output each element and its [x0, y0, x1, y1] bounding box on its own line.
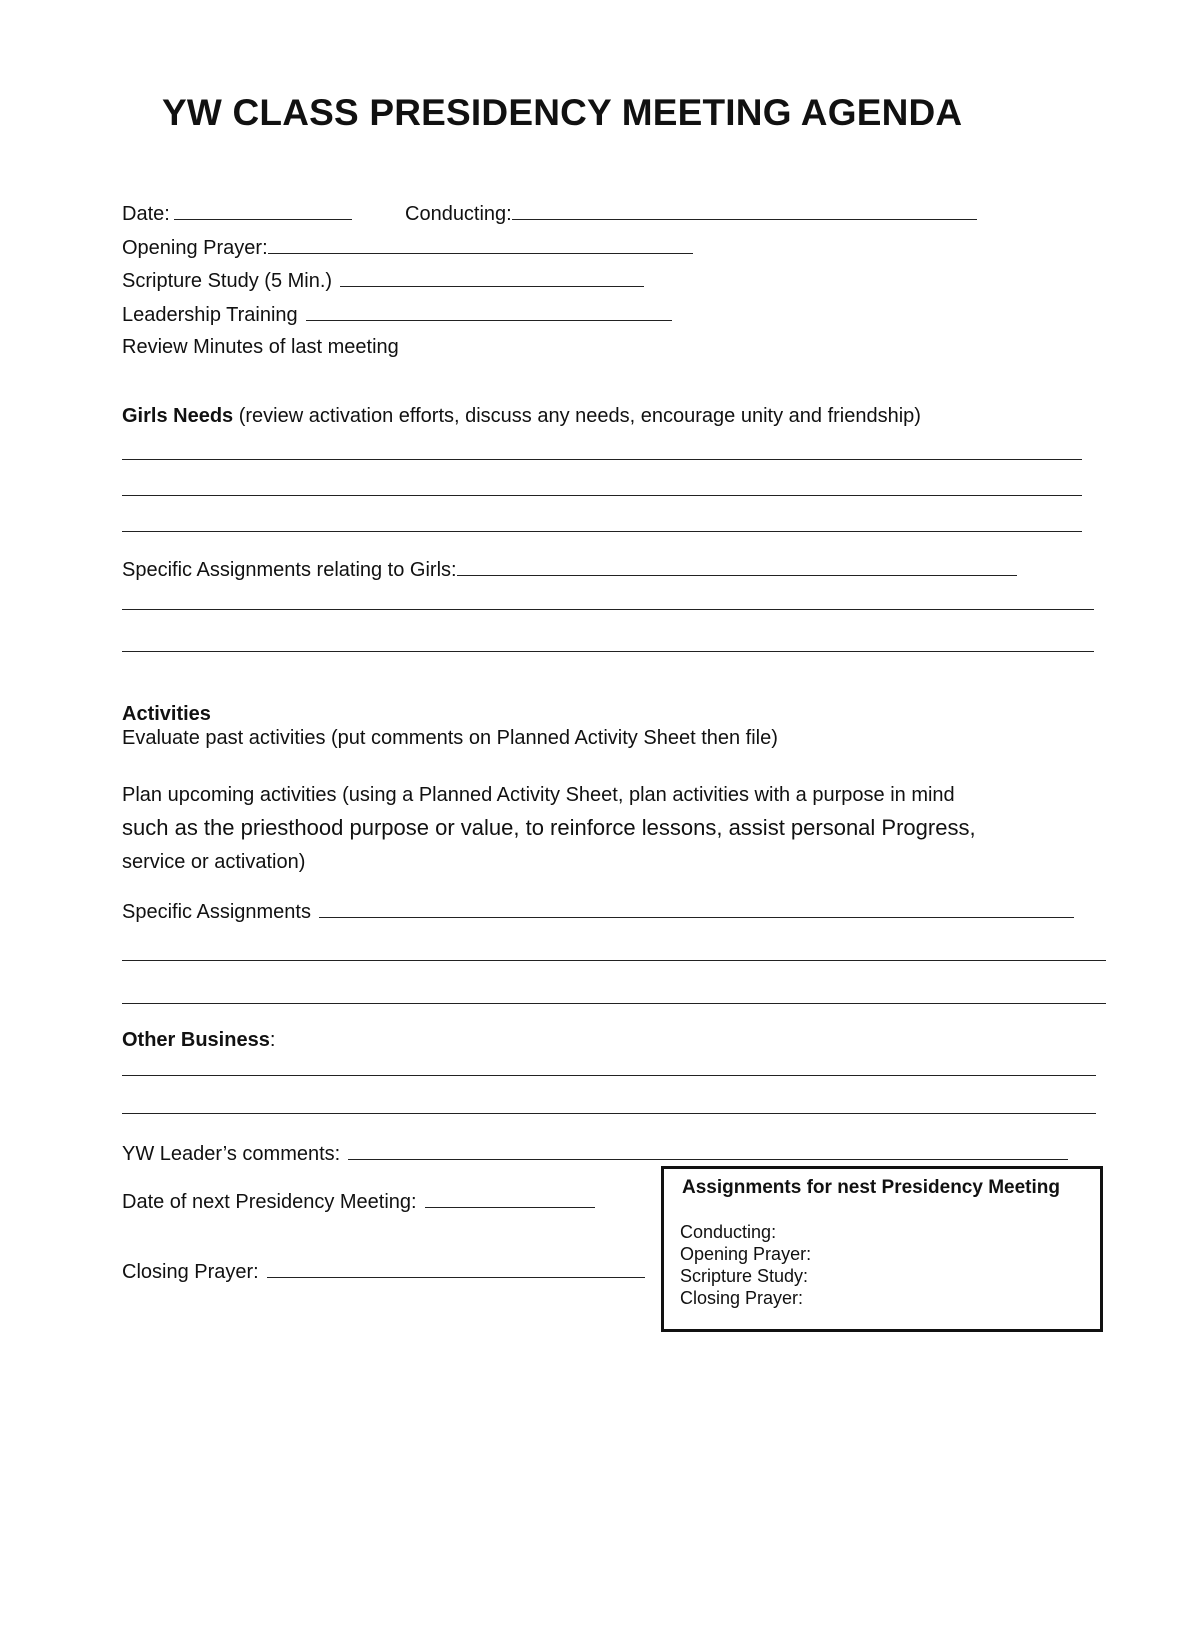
next-meeting-blank[interactable]	[425, 1189, 595, 1208]
leadership-training-blank[interactable]	[306, 302, 672, 321]
activities-plan-line1: Plan upcoming activities (using a Planned Activity Sheet, plan activities with a purpose in mind	[122, 784, 955, 806]
activities-assignments-blank-2[interactable]	[122, 1003, 1106, 1004]
girls-needs-blank-1[interactable]	[122, 459, 1082, 460]
assignments-box	[661, 1166, 1103, 1332]
review-minutes-label: Review Minutes of last meeting	[122, 336, 399, 358]
closing-prayer-label: Closing Prayer:	[122, 1261, 259, 1283]
activities-plan-line3: service or activation)	[122, 851, 306, 873]
opening-prayer-field	[122, 235, 693, 260]
scripture-study-label: Scripture Study (5 Min.)	[122, 270, 333, 292]
conducting-blank[interactable]	[512, 201, 977, 220]
assignments-box-item: Closing Prayer:	[680, 1288, 804, 1308]
opening-prayer-blank[interactable]	[268, 235, 693, 254]
assignments-box-item: Conducting:	[680, 1222, 777, 1242]
activities-evaluate: Evaluate past activities (put comments on Planned Activity Sheet then file)	[122, 727, 778, 749]
activities-assignments-blank-1[interactable]	[122, 960, 1106, 961]
next-meeting-label: Date of next Presidency Meeting:	[122, 1191, 417, 1213]
assignments-box-item: Scripture Study:	[680, 1266, 809, 1286]
other-business-line	[122, 1029, 275, 1052]
activities-heading: Activities	[122, 703, 211, 725]
other-business-colon: :	[269, 1029, 276, 1051]
leader-comments-field	[122, 1141, 1068, 1166]
activities-assignments-field	[122, 899, 1074, 924]
girls-needs-line	[122, 405, 921, 428]
activities-assignments-label: Specific Assignments	[122, 901, 311, 923]
girls-assignments-field	[122, 557, 1017, 582]
page-title: YW CLASS PRESIDENCY MEETING AGENDA	[162, 92, 963, 133]
girls-assignments-blank-2[interactable]	[122, 651, 1094, 652]
date-field	[122, 201, 352, 226]
leadership-training-field	[122, 302, 672, 327]
leadership-training-label: Leadership Training	[122, 304, 298, 326]
conducting-label: Conducting:	[405, 203, 512, 225]
girls-assignments-label: Specific Assignments relating to Girls:	[122, 559, 457, 581]
girls-assignments-blank[interactable]	[457, 557, 1017, 576]
scripture-study-field	[122, 268, 644, 293]
next-meeting-field	[122, 1189, 595, 1214]
leader-comments-label: YW Leader’s comments:	[122, 1143, 341, 1165]
assignments-box-title: Assignments for nest Presidency Meeting	[682, 1177, 1060, 1198]
other-business-heading: Other Business	[122, 1029, 270, 1051]
closing-prayer-blank[interactable]	[267, 1259, 645, 1278]
scripture-study-blank[interactable]	[340, 268, 644, 287]
closing-prayer-field	[122, 1259, 645, 1284]
leader-comments-blank[interactable]	[348, 1141, 1068, 1160]
girls-needs-blank-3[interactable]	[122, 531, 1082, 532]
date-label: Date:	[122, 203, 170, 225]
assignments-box-item: Opening Prayer:	[680, 1244, 812, 1264]
opening-prayer-label: Opening Prayer:	[122, 237, 268, 259]
activities-plan-line2: such as the priesthood purpose or value, to reinforce lessons, assist personal Progress,	[122, 815, 976, 840]
girls-needs-blank-2[interactable]	[122, 495, 1082, 496]
activities-assignments-blank[interactable]	[319, 899, 1074, 918]
girls-needs-heading: Girls Needs	[122, 405, 234, 427]
conducting-field	[405, 201, 977, 226]
date-blank[interactable]	[174, 201, 352, 220]
other-business-blank-2[interactable]	[122, 1113, 1096, 1114]
girls-needs-description: (review activation efforts, discuss any needs, encourage unity and friendship)	[233, 405, 921, 427]
other-business-blank-1[interactable]	[122, 1075, 1096, 1076]
girls-assignments-blank-1[interactable]	[122, 609, 1094, 610]
